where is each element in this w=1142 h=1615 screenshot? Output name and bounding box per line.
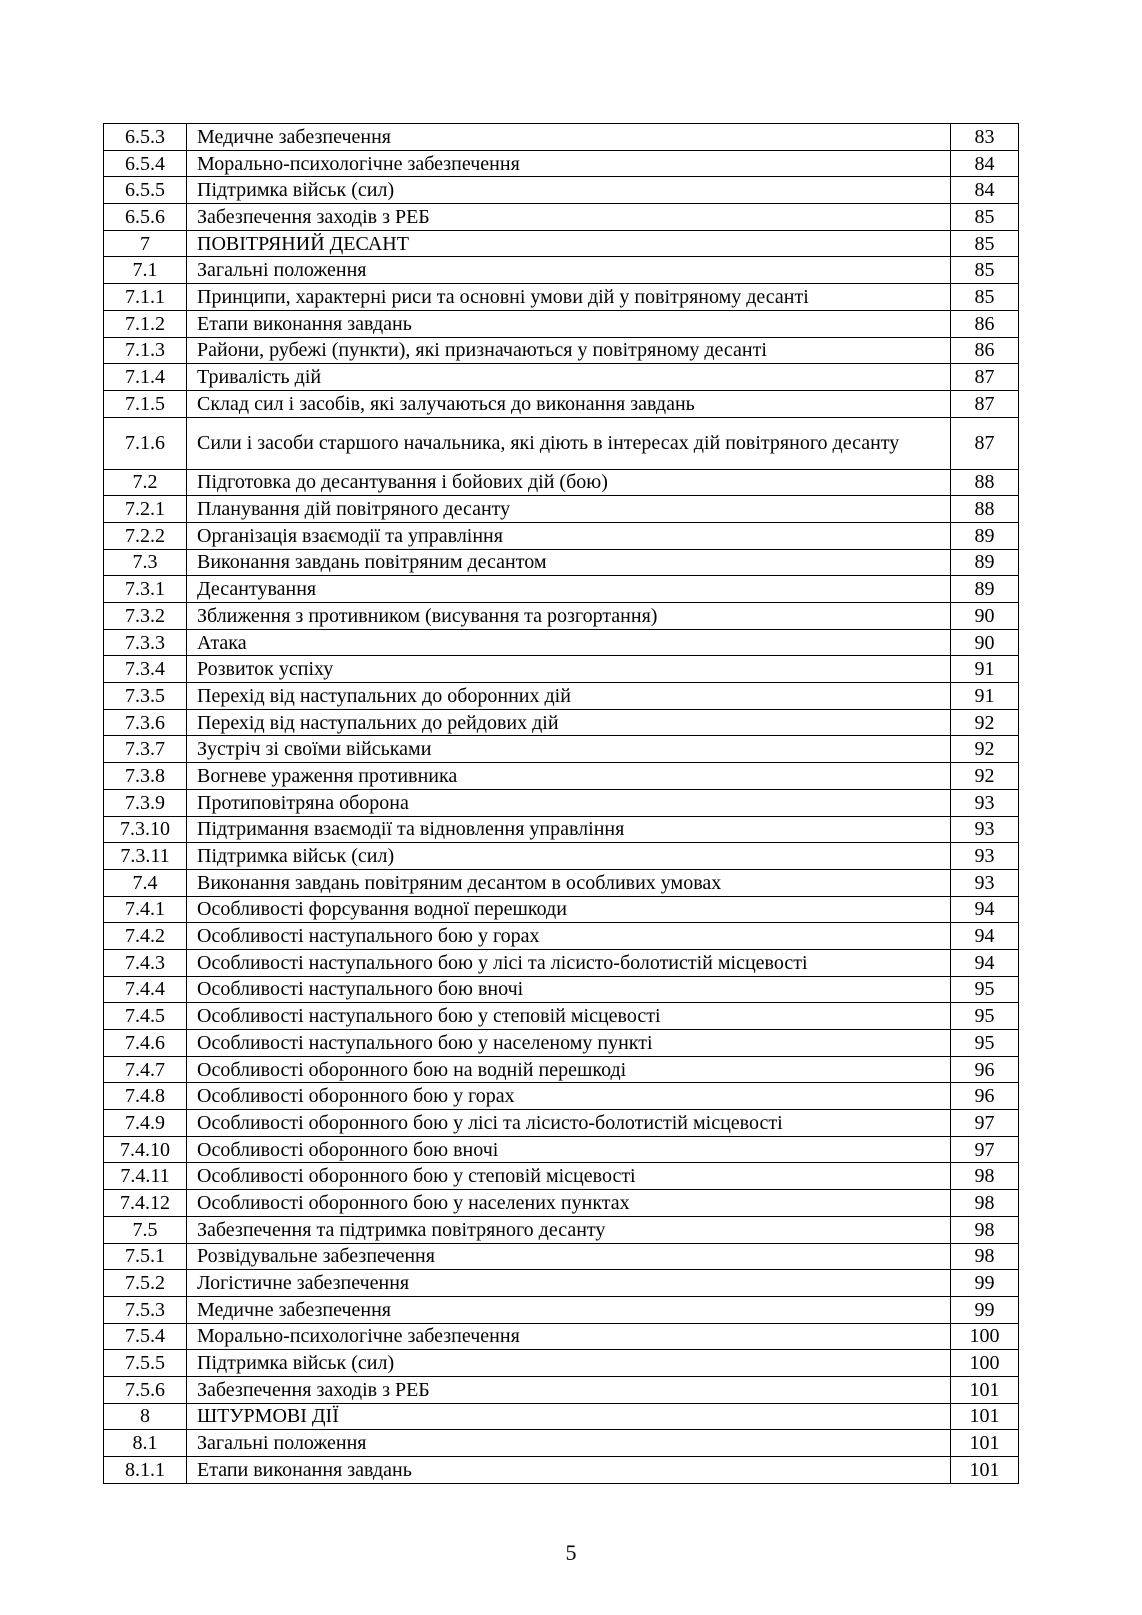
section-number: 7.5.1 [104, 1243, 187, 1270]
toc-row [104, 1056, 1019, 1083]
section-title: Медичне забезпечення [187, 124, 951, 151]
page-number: 5 [565, 1540, 577, 1565]
page-ref: 98 [951, 1216, 1019, 1243]
section-title: Забезпечення заходів з РЕБ [187, 1376, 951, 1403]
page-ref: 91 [951, 656, 1019, 683]
section-title: Перехід від наступальних до оборонних дій [187, 683, 951, 710]
section-title: Особливості оборонного бою у степовій місцевості [187, 1163, 951, 1190]
toc-row [104, 976, 1019, 1003]
section-title: Загальні положення [187, 1430, 951, 1457]
toc-row [104, 736, 1019, 763]
page-ref: 85 [951, 204, 1019, 231]
section-title: Підтримання взаємодії та відновлення управління [187, 816, 951, 843]
section-number: 8.1 [104, 1430, 187, 1457]
section-number: 7.3.9 [104, 789, 187, 816]
section-number: 6.5.6 [104, 204, 187, 231]
section-number: 7.5.2 [104, 1270, 187, 1297]
page-ref: 99 [951, 1270, 1019, 1297]
page-ref: 93 [951, 789, 1019, 816]
section-title: Забезпечення заходів з РЕБ [187, 204, 951, 231]
section-title: Принципи, характерні риси та основні умови дій у повітряному десанті [187, 284, 951, 311]
page-ref: 88 [951, 469, 1019, 496]
section-title: Морально-психологічне забезпечення [187, 150, 951, 177]
section-number: 7.1.5 [104, 390, 187, 417]
section-number: 7.3.8 [104, 763, 187, 790]
section-number: 7.1.2 [104, 310, 187, 337]
section-title: Сили і засоби старшого начальника, які діють в інтересах дій повітряного десанту [187, 417, 951, 469]
section-number: 8 [104, 1403, 187, 1430]
toc-row [104, 284, 1019, 311]
section-title: Протиповітряна оборона [187, 789, 951, 816]
toc-row [104, 230, 1019, 257]
page-ref: 90 [951, 603, 1019, 630]
section-title: Особливості наступального бою у лісі та лісисто-болотистій місцевості [187, 949, 951, 976]
section-title: Особливості наступального бою у населеному пункті [187, 1030, 951, 1057]
section-number: 7.3.11 [104, 843, 187, 870]
toc-row [104, 603, 1019, 630]
section-title: Райони, рубежі (пункти), які призначаються у повітряному десанті [187, 337, 951, 364]
section-number: 7.2.1 [104, 496, 187, 523]
section-number: 7.1.3 [104, 337, 187, 364]
section-number: 7.4 [104, 869, 187, 896]
page-ref: 98 [951, 1190, 1019, 1217]
toc-row [104, 1457, 1019, 1484]
section-number: 7.4.10 [104, 1136, 187, 1163]
page-ref: 97 [951, 1110, 1019, 1137]
toc-row [104, 1190, 1019, 1217]
toc-row [104, 629, 1019, 656]
toc-row [104, 683, 1019, 710]
section-title: Підтримка військ (сил) [187, 1350, 951, 1377]
section-title: Логістичне забезпечення [187, 1270, 951, 1297]
section-number: 7.3.5 [104, 683, 187, 710]
toc-row [104, 923, 1019, 950]
section-number: 7.4.3 [104, 949, 187, 976]
section-number: 7.5 [104, 1216, 187, 1243]
section-number: 7.5.3 [104, 1296, 187, 1323]
section-title: Особливості наступального бою вночі [187, 976, 951, 1003]
toc-row [104, 1403, 1019, 1430]
section-number: 7.2 [104, 469, 187, 496]
page-ref: 86 [951, 310, 1019, 337]
section-title: Зближення з противником (висування та розгортання) [187, 603, 951, 630]
page-ref: 95 [951, 976, 1019, 1003]
toc-row [104, 763, 1019, 790]
toc-row [104, 204, 1019, 231]
toc-row [104, 576, 1019, 603]
section-title: ПОВІТРЯНИЙ ДЕСАНТ [187, 230, 951, 257]
page-ref: 100 [951, 1350, 1019, 1377]
section-title: Розвиток успіху [187, 656, 951, 683]
section-title: Підтримка військ (сил) [187, 843, 951, 870]
section-number: 8.1.1 [104, 1457, 187, 1484]
page-ref: 101 [951, 1376, 1019, 1403]
toc-row [104, 869, 1019, 896]
section-number: 7.1.1 [104, 284, 187, 311]
page-ref: 84 [951, 150, 1019, 177]
section-number: 7.4.6 [104, 1030, 187, 1057]
page-ref: 97 [951, 1136, 1019, 1163]
section-number: 7.4.9 [104, 1110, 187, 1137]
section-title: Етапи виконання завдань [187, 1457, 951, 1484]
toc-row [104, 1296, 1019, 1323]
page-ref: 92 [951, 763, 1019, 790]
toc-row [104, 1430, 1019, 1457]
section-title: Склад сил і засобів, які залучаються до виконання завдань [187, 390, 951, 417]
toc-row [104, 1270, 1019, 1297]
page-ref: 94 [951, 949, 1019, 976]
section-title: Морально-психологічне забезпечення [187, 1323, 951, 1350]
toc-row [104, 549, 1019, 576]
section-number: 7.5.5 [104, 1350, 187, 1377]
page-ref: 93 [951, 869, 1019, 896]
page-ref: 94 [951, 896, 1019, 923]
section-number: 7.4.4 [104, 976, 187, 1003]
section-number: 7.4.2 [104, 923, 187, 950]
section-number: 7.5.4 [104, 1323, 187, 1350]
section-number: 7.4.11 [104, 1163, 187, 1190]
page-ref: 85 [951, 257, 1019, 284]
section-number: 7.3.10 [104, 816, 187, 843]
page-ref: 83 [951, 124, 1019, 151]
page-ref: 99 [951, 1296, 1019, 1323]
section-number: 7.3.6 [104, 709, 187, 736]
page-ref: 96 [951, 1056, 1019, 1083]
page-ref: 88 [951, 496, 1019, 523]
section-number: 7.4.7 [104, 1056, 187, 1083]
toc-row [104, 1110, 1019, 1137]
section-number: 7.1.4 [104, 364, 187, 391]
page-ref: 87 [951, 417, 1019, 469]
section-number: 7.3.2 [104, 603, 187, 630]
toc-row [104, 896, 1019, 923]
section-number: 7.5.6 [104, 1376, 187, 1403]
toc-row [104, 1216, 1019, 1243]
page-ref: 95 [951, 1003, 1019, 1030]
section-number: 7.3.1 [104, 576, 187, 603]
section-title: Особливості наступального бою у горах [187, 923, 951, 950]
page-ref: 98 [951, 1163, 1019, 1190]
toc-row [104, 1083, 1019, 1110]
section-number: 7.1 [104, 257, 187, 284]
page-ref: 93 [951, 843, 1019, 870]
page-ref: 87 [951, 364, 1019, 391]
toc-row [104, 469, 1019, 496]
section-title: Підготовка до десантування і бойових дій (бою) [187, 469, 951, 496]
page-ref: 90 [951, 629, 1019, 656]
section-number: 7.2.2 [104, 522, 187, 549]
section-title: Перехід від наступальних до рейдових дій [187, 709, 951, 736]
toc-row [104, 1376, 1019, 1403]
section-number: 7.3.3 [104, 629, 187, 656]
section-number: 7.4.12 [104, 1190, 187, 1217]
page-ref: 95 [951, 1030, 1019, 1057]
page-ref: 89 [951, 576, 1019, 603]
section-title: Медичне забезпечення [187, 1296, 951, 1323]
page-ref: 93 [951, 816, 1019, 843]
toc-row [104, 1323, 1019, 1350]
section-title: ШТУРМОВІ ДІЇ [187, 1403, 951, 1430]
section-title: Виконання завдань повітряним десантом [187, 549, 951, 576]
page-ref: 94 [951, 923, 1019, 950]
toc-body [104, 124, 1019, 1484]
section-title: Тривалість дій [187, 364, 951, 391]
toc-row [104, 1243, 1019, 1270]
section-title: Особливості наступального бою у степовій місцевості [187, 1003, 951, 1030]
toc-row [104, 949, 1019, 976]
toc-row [104, 1163, 1019, 1190]
toc-row [104, 709, 1019, 736]
toc-row [104, 337, 1019, 364]
page-ref: 86 [951, 337, 1019, 364]
toc-row [104, 816, 1019, 843]
section-title: Особливості форсування водної перешкоди [187, 896, 951, 923]
page-ref: 89 [951, 549, 1019, 576]
toc-row [104, 789, 1019, 816]
section-title: Особливості оборонного бою вночі [187, 1136, 951, 1163]
section-number: 7 [104, 230, 187, 257]
toc-row [104, 1136, 1019, 1163]
toc-row [104, 1350, 1019, 1377]
toc-row [104, 417, 1019, 469]
section-title: Десантування [187, 576, 951, 603]
section-title: Зустріч зі своїми військами [187, 736, 951, 763]
toc-row [104, 150, 1019, 177]
section-title: Етапи виконання завдань [187, 310, 951, 337]
section-number: 6.5.5 [104, 177, 187, 204]
section-title: Атака [187, 629, 951, 656]
section-title: Особливості оборонного бою у горах [187, 1083, 951, 1110]
section-number: 7.4.5 [104, 1003, 187, 1030]
page-ref: 101 [951, 1457, 1019, 1484]
section-number: 7.3.7 [104, 736, 187, 763]
page-ref: 87 [951, 390, 1019, 417]
page-ref: 100 [951, 1323, 1019, 1350]
toc-row [104, 1003, 1019, 1030]
page-ref: 89 [951, 522, 1019, 549]
section-title: Вогневе ураження противника [187, 763, 951, 790]
toc-row [104, 390, 1019, 417]
section-number: 6.5.3 [104, 124, 187, 151]
section-title: Розвідувальне забезпечення [187, 1243, 951, 1270]
section-number: 6.5.4 [104, 150, 187, 177]
section-title: Планування дій повітряного десанту [187, 496, 951, 523]
page-ref: 85 [951, 284, 1019, 311]
section-title: Організація взаємодії та управління [187, 522, 951, 549]
page-ref: 101 [951, 1430, 1019, 1457]
section-title: Виконання завдань повітряним десантом в особливих умовах [187, 869, 951, 896]
toc-row [104, 1030, 1019, 1057]
section-number: 7.1.6 [104, 417, 187, 469]
page-ref: 85 [951, 230, 1019, 257]
table-of-contents [103, 123, 1019, 1484]
toc-row [104, 843, 1019, 870]
section-number: 7.3 [104, 549, 187, 576]
page-ref: 96 [951, 1083, 1019, 1110]
page-ref: 92 [951, 736, 1019, 763]
toc-row [104, 124, 1019, 151]
toc-row [104, 364, 1019, 391]
section-title: Особливості оборонного бою у населених пунктах [187, 1190, 951, 1217]
toc-row [104, 656, 1019, 683]
section-title: Особливості оборонного бою на водній перешкоді [187, 1056, 951, 1083]
section-number: 7.3.4 [104, 656, 187, 683]
section-title: Підтримка військ (сил) [187, 177, 951, 204]
toc-row [104, 522, 1019, 549]
toc-row [104, 310, 1019, 337]
page-ref: 98 [951, 1243, 1019, 1270]
toc-row [104, 496, 1019, 523]
section-title: Загальні положення [187, 257, 951, 284]
section-number: 7.4.8 [104, 1083, 187, 1110]
page-ref: 84 [951, 177, 1019, 204]
section-title: Особливості оборонного бою у лісі та лісисто-болотистій місцевості [187, 1110, 951, 1137]
toc-row [104, 177, 1019, 204]
toc-row [104, 257, 1019, 284]
page-ref: 92 [951, 709, 1019, 736]
page-ref: 101 [951, 1403, 1019, 1430]
section-number: 7.4.1 [104, 896, 187, 923]
page-ref: 91 [951, 683, 1019, 710]
section-title: Забезпечення та підтримка повітряного десанту [187, 1216, 951, 1243]
